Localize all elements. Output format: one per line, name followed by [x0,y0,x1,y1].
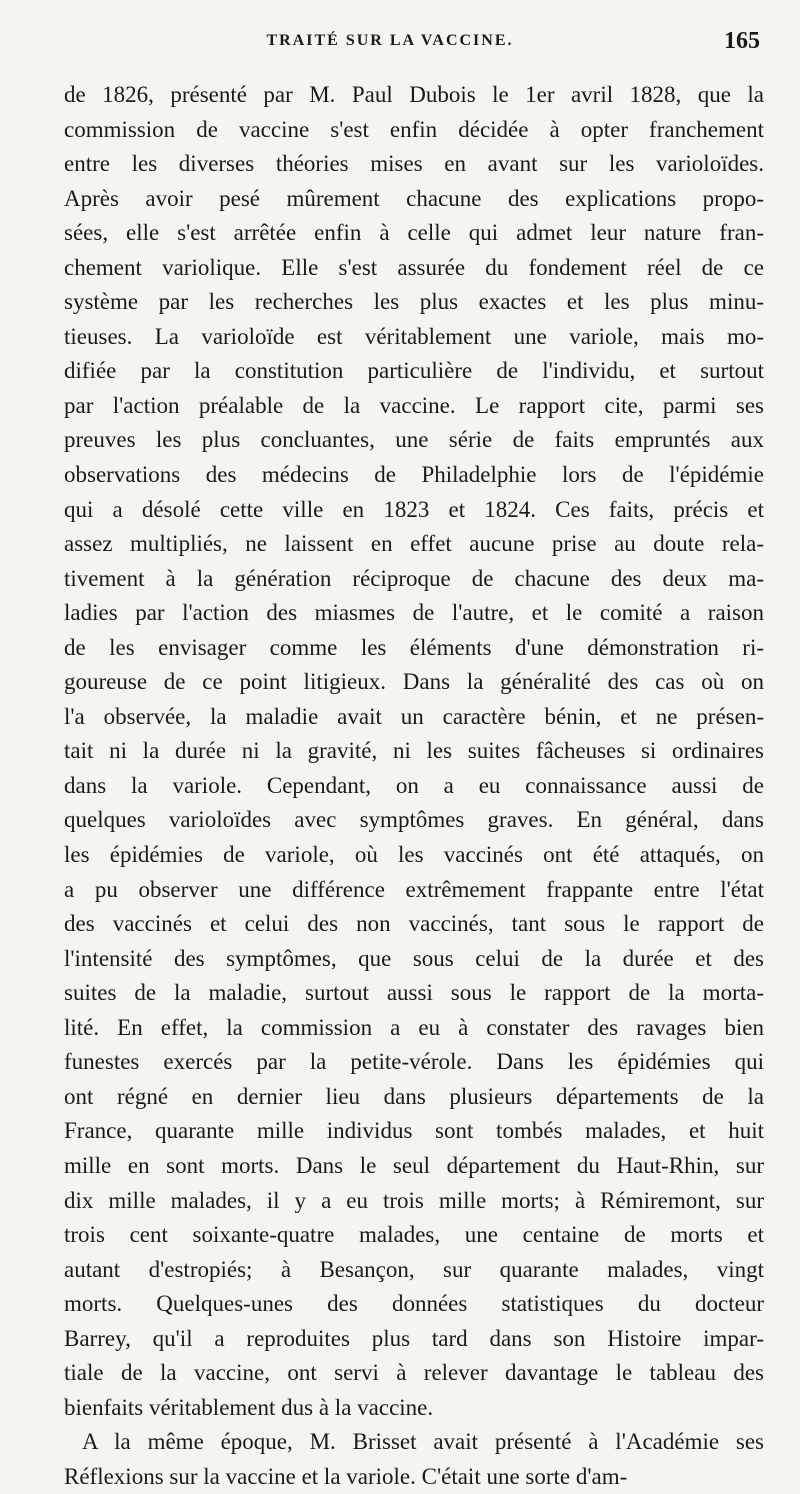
text-line: Après avoir pesé mûrement chacune des explications propo- [64,185,764,211]
text-line: tait ni la durée ni la gravité, ni les suites fâcheuses si ordinaires [64,738,764,764]
text-line: assez multipliés, ne laissent en effet aucune prise au doute rela- [64,531,764,557]
text-line: tiale de la vaccine, ont servi à relever davantage le tableau des [64,1360,764,1386]
text-line: de 1826, présenté par M. Paul Dubois le 1er avril 1828, que la [64,82,764,107]
text-line: des vaccinés et celui des non vaccinés, tant sous le rapport de [64,911,764,937]
text-line: ont régné en dernier lieu dans plusieurs départements de la [64,1083,764,1109]
text-line: commission de vaccine s'est enfin décidée à opter franchement [64,116,764,142]
text-line: observations des médecins de Philadelphie lors de l'épidémie [64,462,764,488]
text-line: trois cent soixante-quatre malades, une centaine de morts et [64,1222,764,1248]
text-line: dix mille malades, il y a eu trois mille morts; à Rémiremont, sur [64,1187,764,1213]
text-line: dans la variole. Cependant, on a eu connaissance aussi de [64,772,764,798]
text-line: par l'action préalable de la vaccine. Le rapport cite, parmi ses [64,392,764,418]
text-line: sées, elle s'est arrêtée enfin à celle qui admet leur nature fran- [64,220,764,246]
text-line: autant d'estropiés; à Besançon, sur quarante malades, vingt [64,1256,764,1282]
text-line: de les envisager comme les éléments d'une démonstration ri- [64,634,764,660]
text-line: bienfaits véritablement dus à la vaccine. [64,1394,434,1420]
text-line: l'intensité des symptômes, que sous celui de la durée et des [64,945,764,971]
text-line: l'a observée, la maladie avait un caractère bénin, et ne présen- [64,703,764,729]
text-line: a pu observer une différence extrêmement frappante entre l'état [64,876,764,902]
text-line: Barrey, qu'il a reproduites plus tard dans son Histoire impar- [64,1325,764,1351]
text-line: qui a désolé cette ville en 1823 et 1824. Ces faits, précis et [64,496,764,522]
text-line: quelques varioloïdes avec symptômes graves. En général, dans [64,807,764,833]
text-line: goureuse de ce point litigieux. Dans la généralité des cas où on [64,669,764,695]
page-number: 165 [724,28,760,54]
text-line: entre les diverses théories mises en avant sur les varioloïdes. [64,151,764,177]
text-line: suites de la maladie, surtout aussi sous le rapport de la morta- [64,980,764,1006]
text-line: France, quarante mille individus sont tombés malades, et huit [64,1118,764,1144]
text-line: tivement à la génération réciproque de chacune des deux ma- [64,565,764,591]
text-line: funestes exercés par la petite-vérole. Dans les épidémies qui [64,1049,764,1075]
running-title: TRAITÉ SUR LA VACCINE. [266,32,514,49]
text-line: mille en sont morts. Dans le seul département du Haut-Rhin, sur [64,1152,764,1178]
running-head [60,22,760,62]
body-text [64,78,764,1494]
text-line: lité. En effet, la commission a eu à constater des ravages bien [64,1014,764,1040]
text-line: les épidémies de variole, où les vaccinés ont été attaqués, on [64,842,764,868]
text-line: morts. Quelques-unes des données statistiques du docteur [64,1291,764,1317]
text-line: ladies par l'action des miasmes de l'autre, et le comité a raison [64,600,764,626]
text-line: A la même époque, M. Brisset avait présenté à l'Académie ses [82,1429,764,1455]
text-line: chement variolique. Elle s'est assurée du fondement réel de ce [64,254,764,280]
text-line: Réflexions sur la vaccine et la variole. C'était une sorte d'am- [64,1463,628,1489]
text-line: système par les recherches les plus exactes et les plus minu- [64,289,764,315]
text-line: difiée par la constitution particulière de l'individu, et surtout [64,358,764,384]
text-line: tieuses. La varioloïde est véritablement une variole, mais mo- [64,323,764,349]
text-line: preuves les plus concluantes, une série de faits empruntés aux [64,427,764,453]
